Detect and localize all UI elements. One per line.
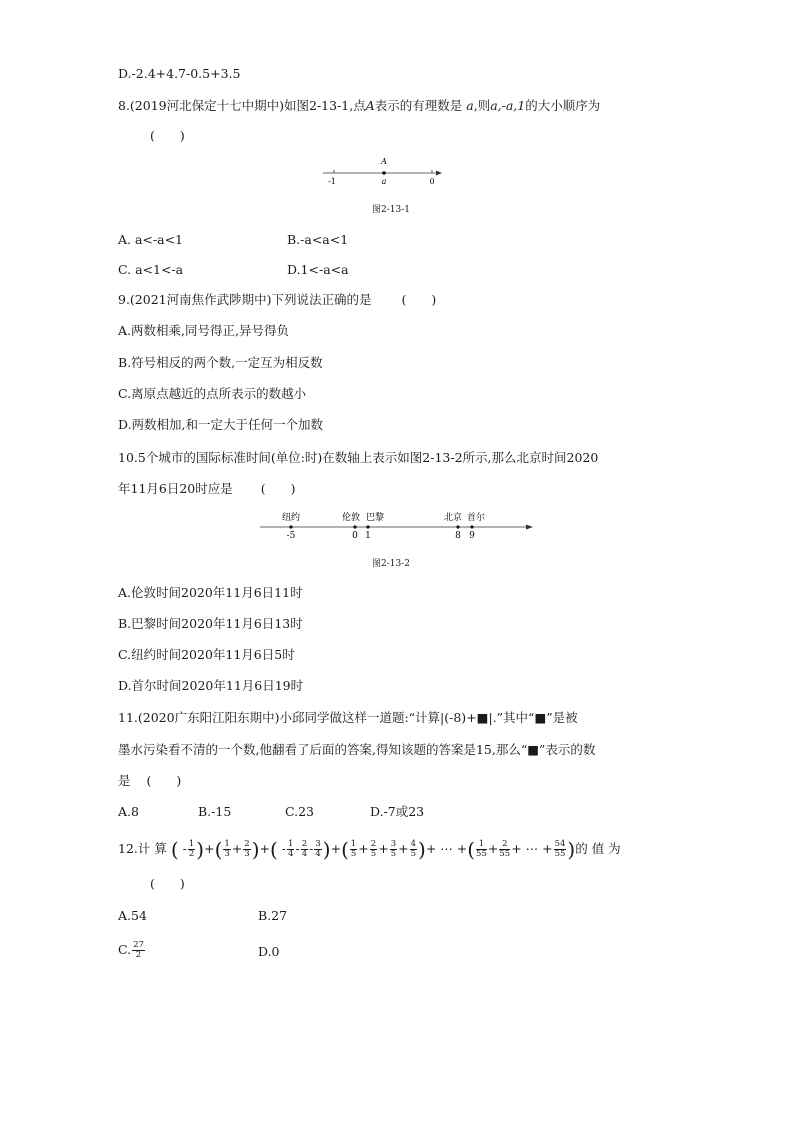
q12-option-d: D.0 bbox=[258, 944, 280, 959]
q10-city-london: 伦敦 bbox=[341, 513, 361, 523]
q12-paren-open-1: ( bbox=[170, 837, 179, 862]
q12-option-b: B.27 bbox=[258, 908, 288, 923]
q9-stem-text: 9.(2021河南焦作武陟期中)下列说法正确的是 bbox=[118, 292, 372, 307]
q10-city-paris: 巴黎 bbox=[365, 513, 385, 523]
q12-option-c bbox=[118, 938, 146, 962]
q8-tick-label-a: a bbox=[381, 177, 387, 186]
q11-stem-line2: 墨水污染看不清的一个数,他翻看了后面的答案,得知该题的答案是15,那么“■”表示的数 bbox=[118, 742, 596, 757]
q12-option-c-prefix: C. bbox=[118, 942, 132, 957]
q10-option-a: A.伦敦时间2020年11月6日11时 bbox=[118, 585, 303, 600]
q10-val-newyork: -5 bbox=[286, 531, 296, 541]
q10-val-london: 0 bbox=[352, 531, 358, 541]
q10-number-line bbox=[258, 508, 538, 542]
q10-point-london bbox=[353, 525, 356, 528]
q10-point-beijing bbox=[456, 525, 459, 528]
q9-option-c: C.离原点越近的点所表示的数越小 bbox=[118, 386, 307, 401]
q8-option-c: C. a<1<-a bbox=[118, 262, 184, 277]
q12-stem: 12.计 算 ( - $\frac{1}{2}$ )+( $\frac{1}{3}$ + $\frac{2}{3}$ )+( - $\frac{1}{4}$ - $\frac{2}{4}$ - $\frac{3}{4}$ )+( $\frac{1}{5}$ + $\frac{2}{5}$ + $\frac{3}{5}$ + $\frac{4}{5}$ )+ ⋯ +( $\frac{1}{55}$ + $\frac{2}{55}$ + ⋯ + $\frac{54}{55}$ )的 值 为 bbox=[118, 837, 621, 862]
q12-frac-9: $\frac{3}{5}$ bbox=[390, 839, 397, 859]
q10-stem-line2 bbox=[118, 481, 296, 497]
q10-figure-caption: 图2-13-2 bbox=[372, 559, 410, 569]
q11-answer-paren: ( ) bbox=[146, 773, 182, 788]
q8-stem-end: 的大小顺序为 bbox=[525, 98, 601, 113]
q10-point-newyork bbox=[289, 525, 292, 528]
q12-frac-1: $\frac{1}{2}$ bbox=[188, 839, 195, 859]
q8-point-a-label: A bbox=[365, 98, 375, 113]
q10-stem-line1: 10.5个城市的国际标准时间(单位:时)在数轴上表示如图2-13-2所示,那么北京时间2020 bbox=[118, 450, 599, 465]
q10-answer-paren: ( ) bbox=[260, 481, 296, 496]
q8-figure-caption: 图2-13-1 bbox=[372, 205, 410, 215]
q10-point-paris bbox=[366, 525, 369, 528]
q7-option-d: D.-2.4+4.7-0.5+3.5 bbox=[118, 66, 241, 81]
q11-stem-line3-text: 是 bbox=[118, 773, 131, 788]
q12-frac-8: $\frac{2}{5}$ bbox=[370, 839, 377, 859]
q10-option-b: B.巴黎时间2020年11月6日13时 bbox=[118, 616, 303, 631]
q12-frac-13: $\frac{54}{55}$ bbox=[554, 839, 566, 859]
q12-lead: 12.计 算 bbox=[118, 841, 167, 856]
q12-frac-5: $\frac{2}{4}$ bbox=[301, 839, 308, 859]
q12-tail: 的 值 为 bbox=[575, 841, 621, 856]
q12-option-c-frac: $\frac{27}{2}$ bbox=[133, 940, 144, 960]
q10-val-beijing: 8 bbox=[455, 531, 461, 541]
q10-option-c: C.纽约时间2020年11月6日5时 bbox=[118, 647, 295, 662]
q11-option-a: A.8 bbox=[118, 804, 139, 819]
q10-city-beijing: 北京 bbox=[443, 513, 463, 523]
q12-ellipsis-2: ⋯ bbox=[525, 841, 539, 856]
q11-option-d: D.-7或23 bbox=[370, 804, 425, 819]
q8-var-a: a bbox=[466, 98, 474, 113]
q8-stem-post: ,则 bbox=[473, 98, 491, 113]
q9-option-a: A.两数相乘,同号得正,异号得负 bbox=[118, 323, 289, 338]
q10-option-d: D.首尔时间2020年11月6日19时 bbox=[118, 678, 304, 693]
q10-city-seoul: 首尔 bbox=[466, 513, 486, 523]
q12-frac-6: $\frac{3}{4}$ bbox=[315, 839, 321, 859]
q12-frac-2: $\frac{1}{3}$ bbox=[224, 839, 230, 859]
q10-point-seoul bbox=[470, 525, 473, 528]
q8-tick-label-minus1: -1 bbox=[328, 177, 336, 186]
q9-option-b: B.符号相反的两个数,一定互为相反数 bbox=[118, 355, 323, 370]
q8-option-a: A. a<-a<1 bbox=[118, 232, 184, 247]
q8-axis-arrow bbox=[436, 171, 442, 176]
q10-axis-arrow bbox=[526, 525, 533, 530]
q8-option-d: D.1<-a<a bbox=[287, 262, 349, 277]
q12-frac-12: $\frac{2}{55}$ bbox=[499, 839, 511, 859]
q8-point-a bbox=[382, 171, 386, 175]
q12-frac-4: $\frac{1}{4}$ bbox=[288, 839, 294, 859]
q12-ellipsis-1: ⋯ bbox=[440, 841, 453, 856]
q11-option-b: B.-15 bbox=[198, 804, 232, 819]
q9-option-d: D.两数相加,和一定大于任何一个加数 bbox=[118, 417, 324, 432]
q12-frac-10: $\frac{4}{5}$ bbox=[410, 839, 417, 859]
q8-number-line bbox=[318, 155, 448, 187]
q10-val-seoul: 9 bbox=[469, 531, 475, 541]
q8-stem bbox=[118, 98, 600, 114]
q9-answer-paren: ( ) bbox=[401, 292, 437, 307]
q12-frac-11: $\frac{1}{55}$ bbox=[476, 839, 487, 859]
q9-stem bbox=[118, 292, 436, 308]
q12-frac-3: $\frac{2}{3}$ bbox=[244, 839, 250, 859]
q8-answer-paren: ( ) bbox=[150, 128, 185, 143]
q8-var-list: a,-a,1 bbox=[490, 98, 526, 113]
q8-tick-label-zero: 0 bbox=[429, 177, 435, 186]
q8-stem-pre: 8.(2019河北保定十七中期中)如图2-13-1,点 bbox=[118, 98, 366, 113]
q11-option-c: C.23 bbox=[285, 804, 314, 819]
q12-frac-7: $\frac{1}{5}$ bbox=[350, 839, 357, 859]
q11-stem-line1: 11.(2020广东阳江阳东期中)小邱同学做这样一道题:“计算|(-8)+■|.”其中“■”是被 bbox=[118, 710, 578, 725]
q11-stem-line3 bbox=[118, 773, 181, 789]
q10-city-newyork: 纽约 bbox=[281, 513, 301, 523]
q12-answer-paren: ( ) bbox=[150, 876, 185, 891]
q10-stem-line2-text: 年11月6日20时应是 bbox=[118, 481, 233, 496]
q12-option-a: A.54 bbox=[118, 908, 147, 923]
q8-point-label: A bbox=[381, 157, 387, 166]
q8-option-b: B.-a<a<1 bbox=[287, 232, 349, 247]
q8-stem-mid: 表示的有理数是 bbox=[374, 98, 463, 113]
q10-val-paris: 1 bbox=[365, 531, 371, 541]
